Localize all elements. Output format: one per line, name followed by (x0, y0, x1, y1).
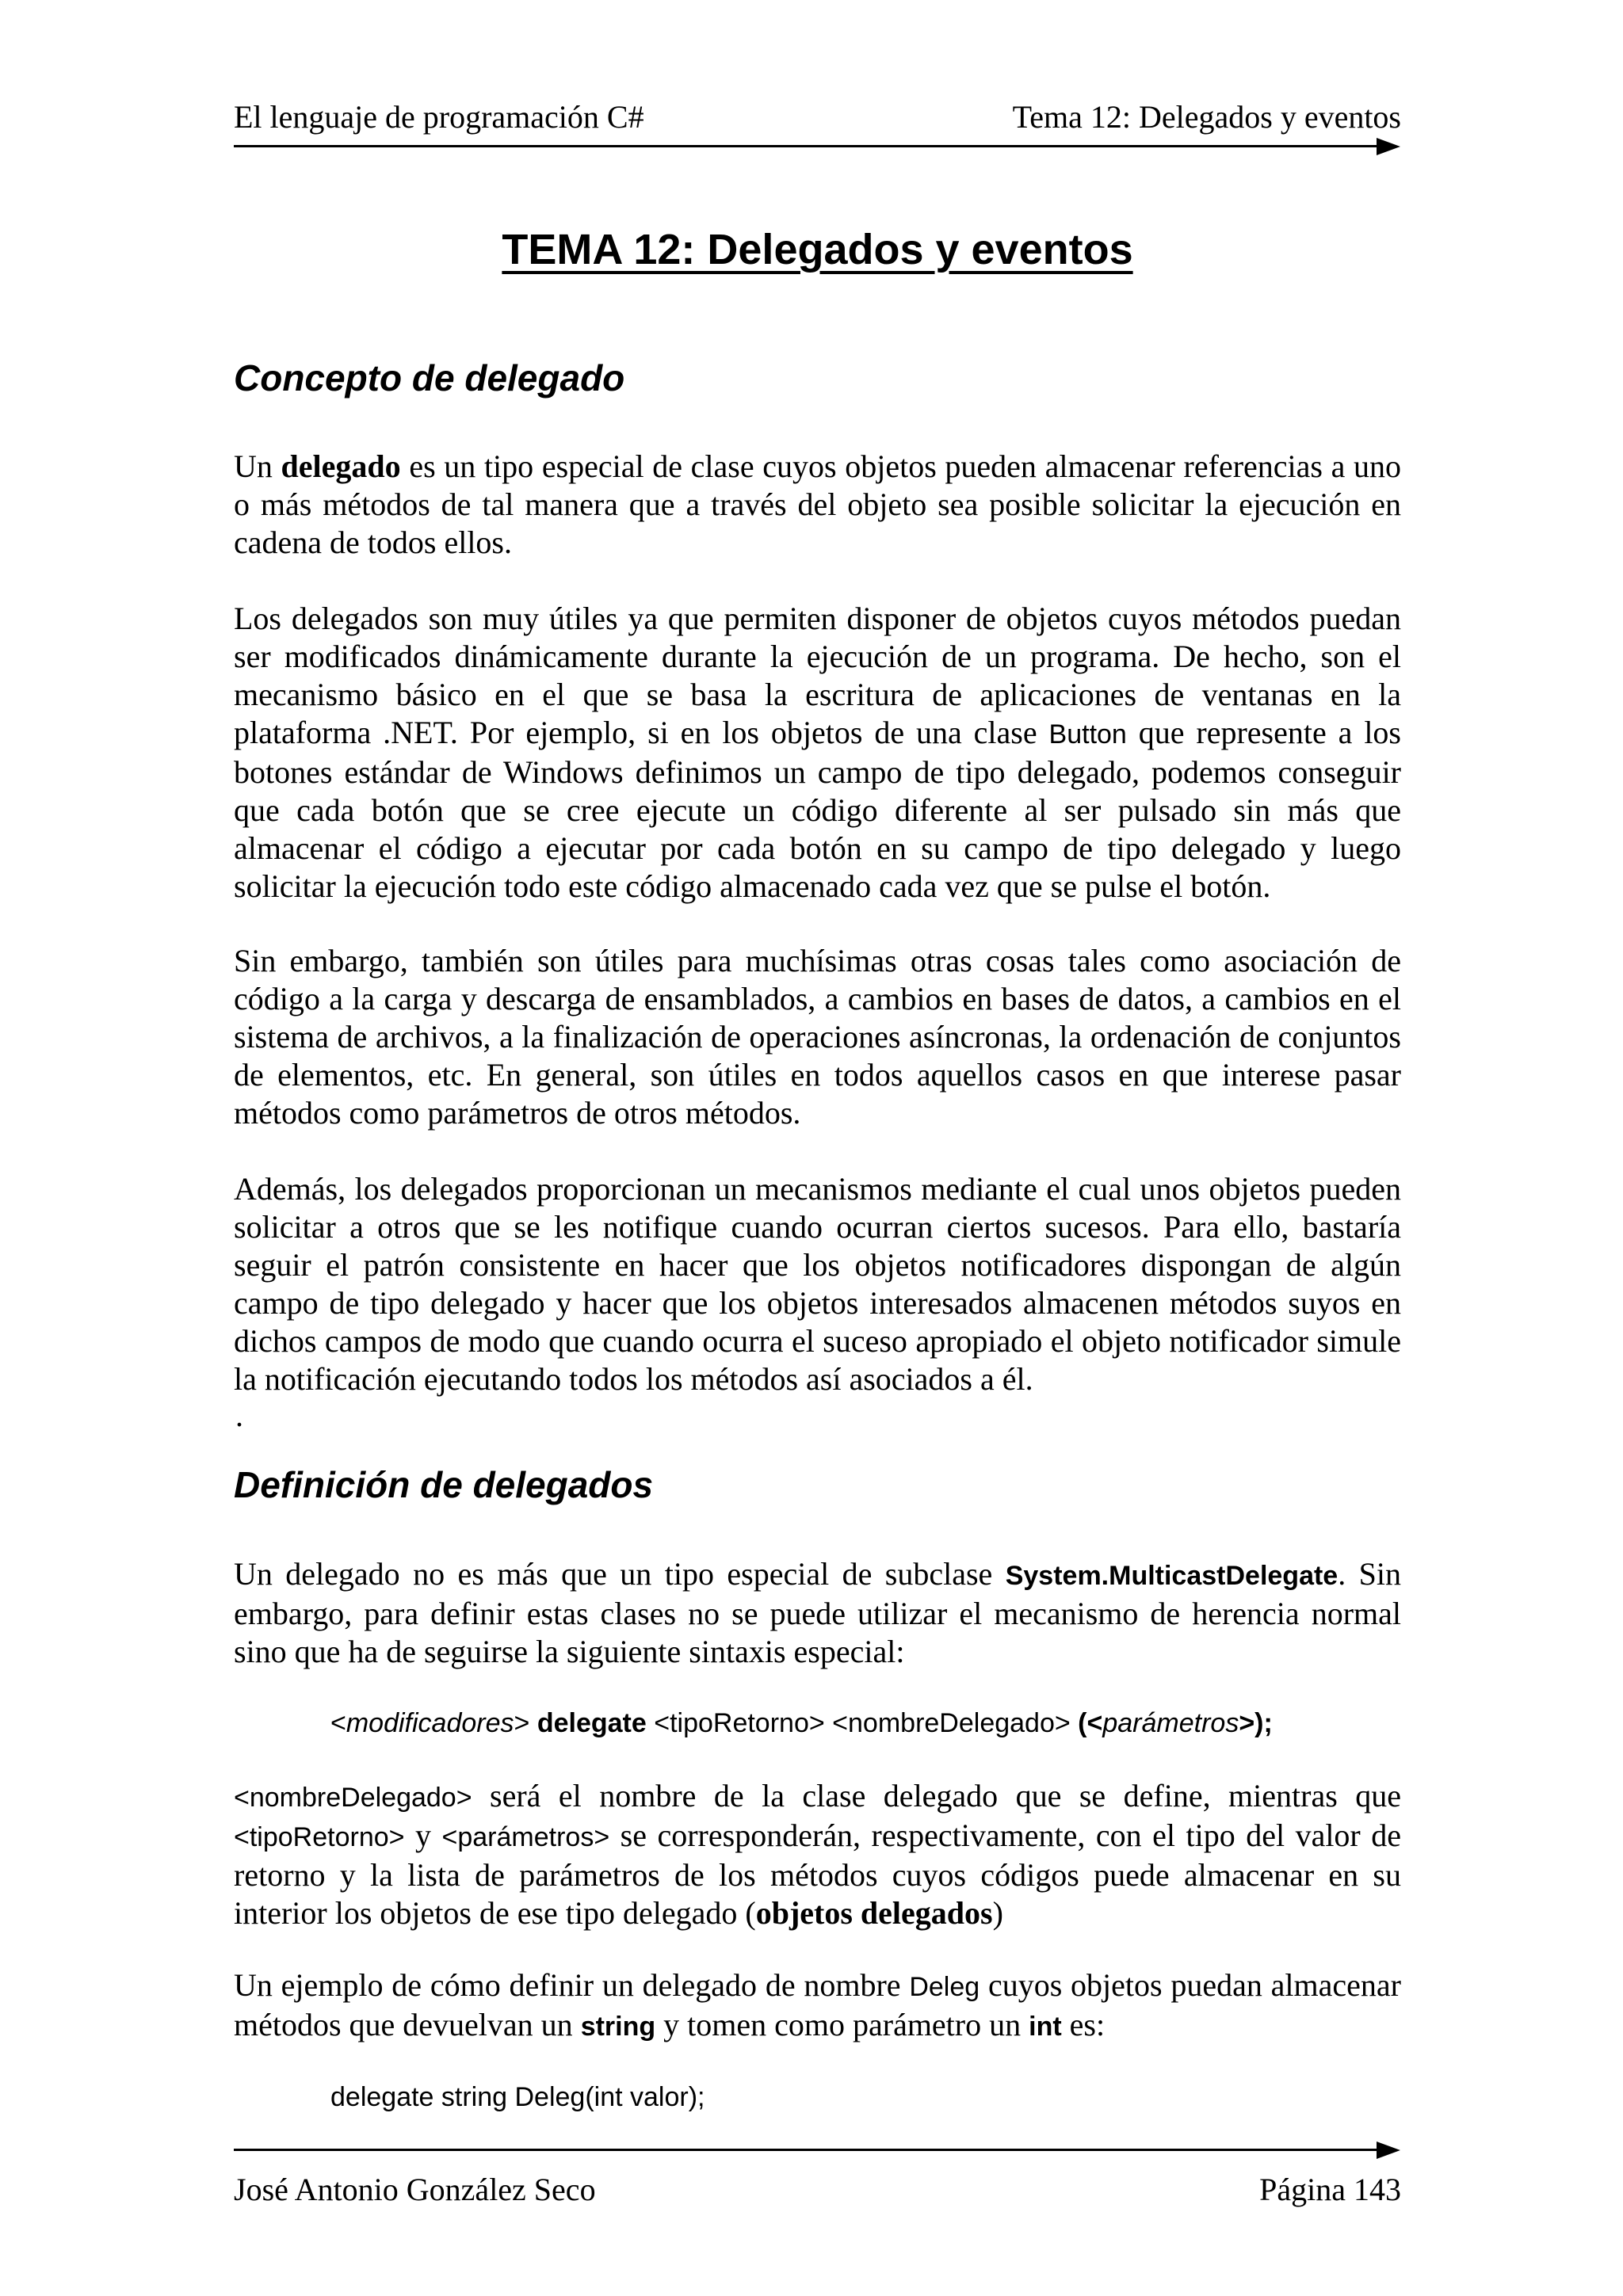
paragraph-4: Además, los delegados proporcionan un mecanismos mediante el cual unos objetos pueden solicitar a otros que se les notifique cuando ocurran ciertos sucesos. Para ello, bastaría seguir el patrón consistente en hacer que los objetos notificadores dispongan de algún campo de tipo delegado y hacer que los objetos interesados almacenen métodos suyos en dichos campos de modo que cuando ocurra el suceso apropiado el objeto notificador simule la notificación ejecutando todos los métodos así asociados a él. (234, 1171, 1401, 1397)
header-rule (234, 145, 1377, 147)
footer-author: José Antonio González Seco (234, 2172, 596, 2207)
code-multicastdelegate: System.MulticastDelegate (1005, 1561, 1338, 1591)
paragraph-1: Un delegado es un tipo especial de clase cuyos objetos pueden almacenar referencias a uno o más métodos de tal manera que a través del objeto sea posible solicitar la ejecución en cadena de todos ellos. (234, 448, 1402, 560)
paragraph-5: Un delegado no es más que un tipo especial de subclase System.MulticastDelegate. Sin embargo, para definir estas clases no se puede utilizar el mecanismo de herencia normal sino que ha de seguirse la siguiente sintaxis especial: (234, 1556, 1401, 1669)
syntax-line: <modificadores> delegate <tipoRetorno> <nombreDelegado> (<parámetros>); (330, 1708, 1273, 1738)
section-heading-definicion: Definición de delegados (234, 1464, 654, 1505)
paragraph-2: Los delegados son muy útiles ya que permiten disponer de objetos cuyos métodos puedan ser modificados dinámicamente durante la ejecución de un programa. De hecho, son el mecanismo básico en el que se basa la escritura de aplicaciones de ventanas en la plataforma .NET. Por ejemplo, si en los objetos de una clase Button que represente a los botones estándar de Windows definimos un campo de tipo delegado, podemos conseguir que cada botón que se cree ejecute un código diferente al ser pulsado sin más que almacenar el código a ejecutar por cada botón en su campo de tipo delegado y luego solicitar la ejecución todo este código almacenado cada vez que se pulse el botón. (234, 601, 1401, 904)
footer-rule (234, 2149, 1377, 2151)
bold-term-objetos-delegados: objetos delegados (755, 1895, 993, 1931)
page-header (234, 98, 1401, 135)
header-chapter-title: Tema 12: Delegados y eventos (1012, 99, 1401, 135)
header-arrow-icon (1377, 138, 1400, 155)
section-heading-concepto: Concepto de delegado (234, 357, 625, 399)
paragraph-6: <nombreDelegado> será el nombre de la clase delegado que se define, mientras que <tipoRetorno> y <parámetros> se corresponderán, respectivamente, con el tipo del valor de retorno y la lista de parámetros de los métodos cuyos códigos puede almacenar en su interior los objetos de ese tipo delegado (objetos delegados) (234, 1778, 1402, 1931)
paragraph-7: Un ejemplo de cómo definir un delegado de nombre Deleg cuyos objetos puedan almacenar métodos que devuelvan un string y tomen como parámetro un int es: (234, 1967, 1401, 2042)
footer-arrow-icon (1377, 2142, 1400, 2159)
header-book-title: El lenguaje de programación C# (234, 99, 644, 135)
paragraph-3: Sin embargo, también son útiles para muchísimas otras cosas tales como asociación de código a la carga y descarga de ensamblados, a cambios en bases de datos, a cambios en el sistema de archivos, a la finalización de operaciones asíncronas, la ordenación de conjuntos de elementos, etc. En general, son útiles en todos aquellos casos en que interese pasar métodos como parámetros de otros métodos. (234, 943, 1401, 1131)
code-button: Button (1048, 719, 1127, 749)
stray-dot: . (235, 1398, 243, 1433)
page-title: TEMA 12: Delegados y eventos (502, 226, 1133, 273)
footer-page-number: Página 143 (1259, 2172, 1401, 2207)
page-footer (234, 2171, 1401, 2208)
example-code-line: delegate string Deleg(int valor); (330, 2082, 705, 2112)
bold-term-delegado: delegado (281, 448, 401, 484)
